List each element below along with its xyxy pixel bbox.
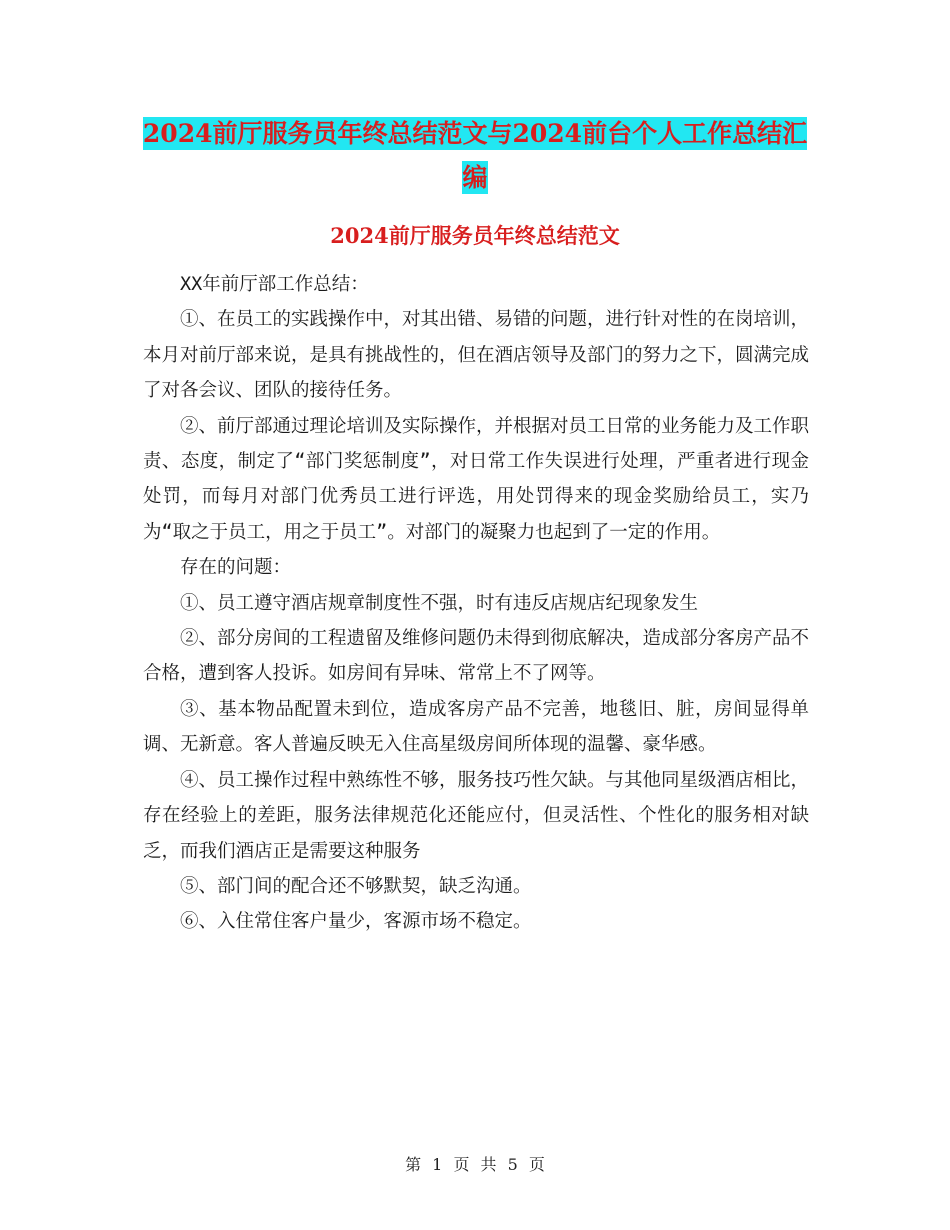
paragraph: ①、员工遵守酒店规章制度性不强，时有违反店规店纪现象发生 (180, 592, 699, 614)
paragraph: ②、部分房间的工程遗留及维修问题仍未得到彻底解决，造成部分客房产品不合格，遭到客人投诉。如房间有异味、常常上不了网等。 (143, 628, 810, 685)
document-title (140, 112, 810, 200)
paragraph: 存在的问题： (180, 557, 292, 579)
page-number-footer: 第 1 页 共 5 页 (405, 1155, 545, 1174)
paragraph: ①、在员工的实践操作中，对其出错、易错的问题，进行针对性的在岗培训，本月对前厅部来说，是具有挑战性的，但在酒店领导及部门的努力之下，圆满完成了对各会议、团队的接待任务。 (143, 309, 810, 402)
paragraph: ②、前厅部通过理论培训及实际操作，并根据对员工日常的业务能力及工作职责、态度，制定了“部门奖惩制度”，对日常工作失误进行处理，严重者进行现金处罚，而每月对部门优秀员工进行评选，用处罚得来的现金奖励给员工，实乃为“取之于员工，用之于员工”。对部门的凝聚力也起到了一定的作用。 (143, 415, 810, 543)
paragraph: ③、基本物品配置未到位，造成客房产品不完善，地毯旧、脏，房间显得单调、无新意。客人普遍反映无入住高星级房间所体现的温馨、豪华感。 (143, 698, 809, 756)
paragraph: ⑤、部门间的配合还不够默契，缺乏沟通。 (180, 875, 532, 897)
paragraph: ④、员工操作过程中熟练性不够，服务技巧性欠缺。与其他同星级酒店相比，存在经验上的差距，服务法律规范化还能应付，但灵活性、个性化的服务相对缺乏，而我们酒店正是需要这种服务 (143, 769, 810, 862)
document-title-text: 2024前厅服务员年终总结范文与2024前台个人工作总结汇编 (142, 119, 808, 192)
section-title: 2024前厅服务员年终总结范文 (330, 223, 620, 248)
document-body (143, 267, 809, 940)
paragraph: XX年前厅部工作总结： (180, 274, 369, 295)
paragraph: ⑥、入住常住客户量少，客源市场不稳定。 (180, 911, 532, 933)
